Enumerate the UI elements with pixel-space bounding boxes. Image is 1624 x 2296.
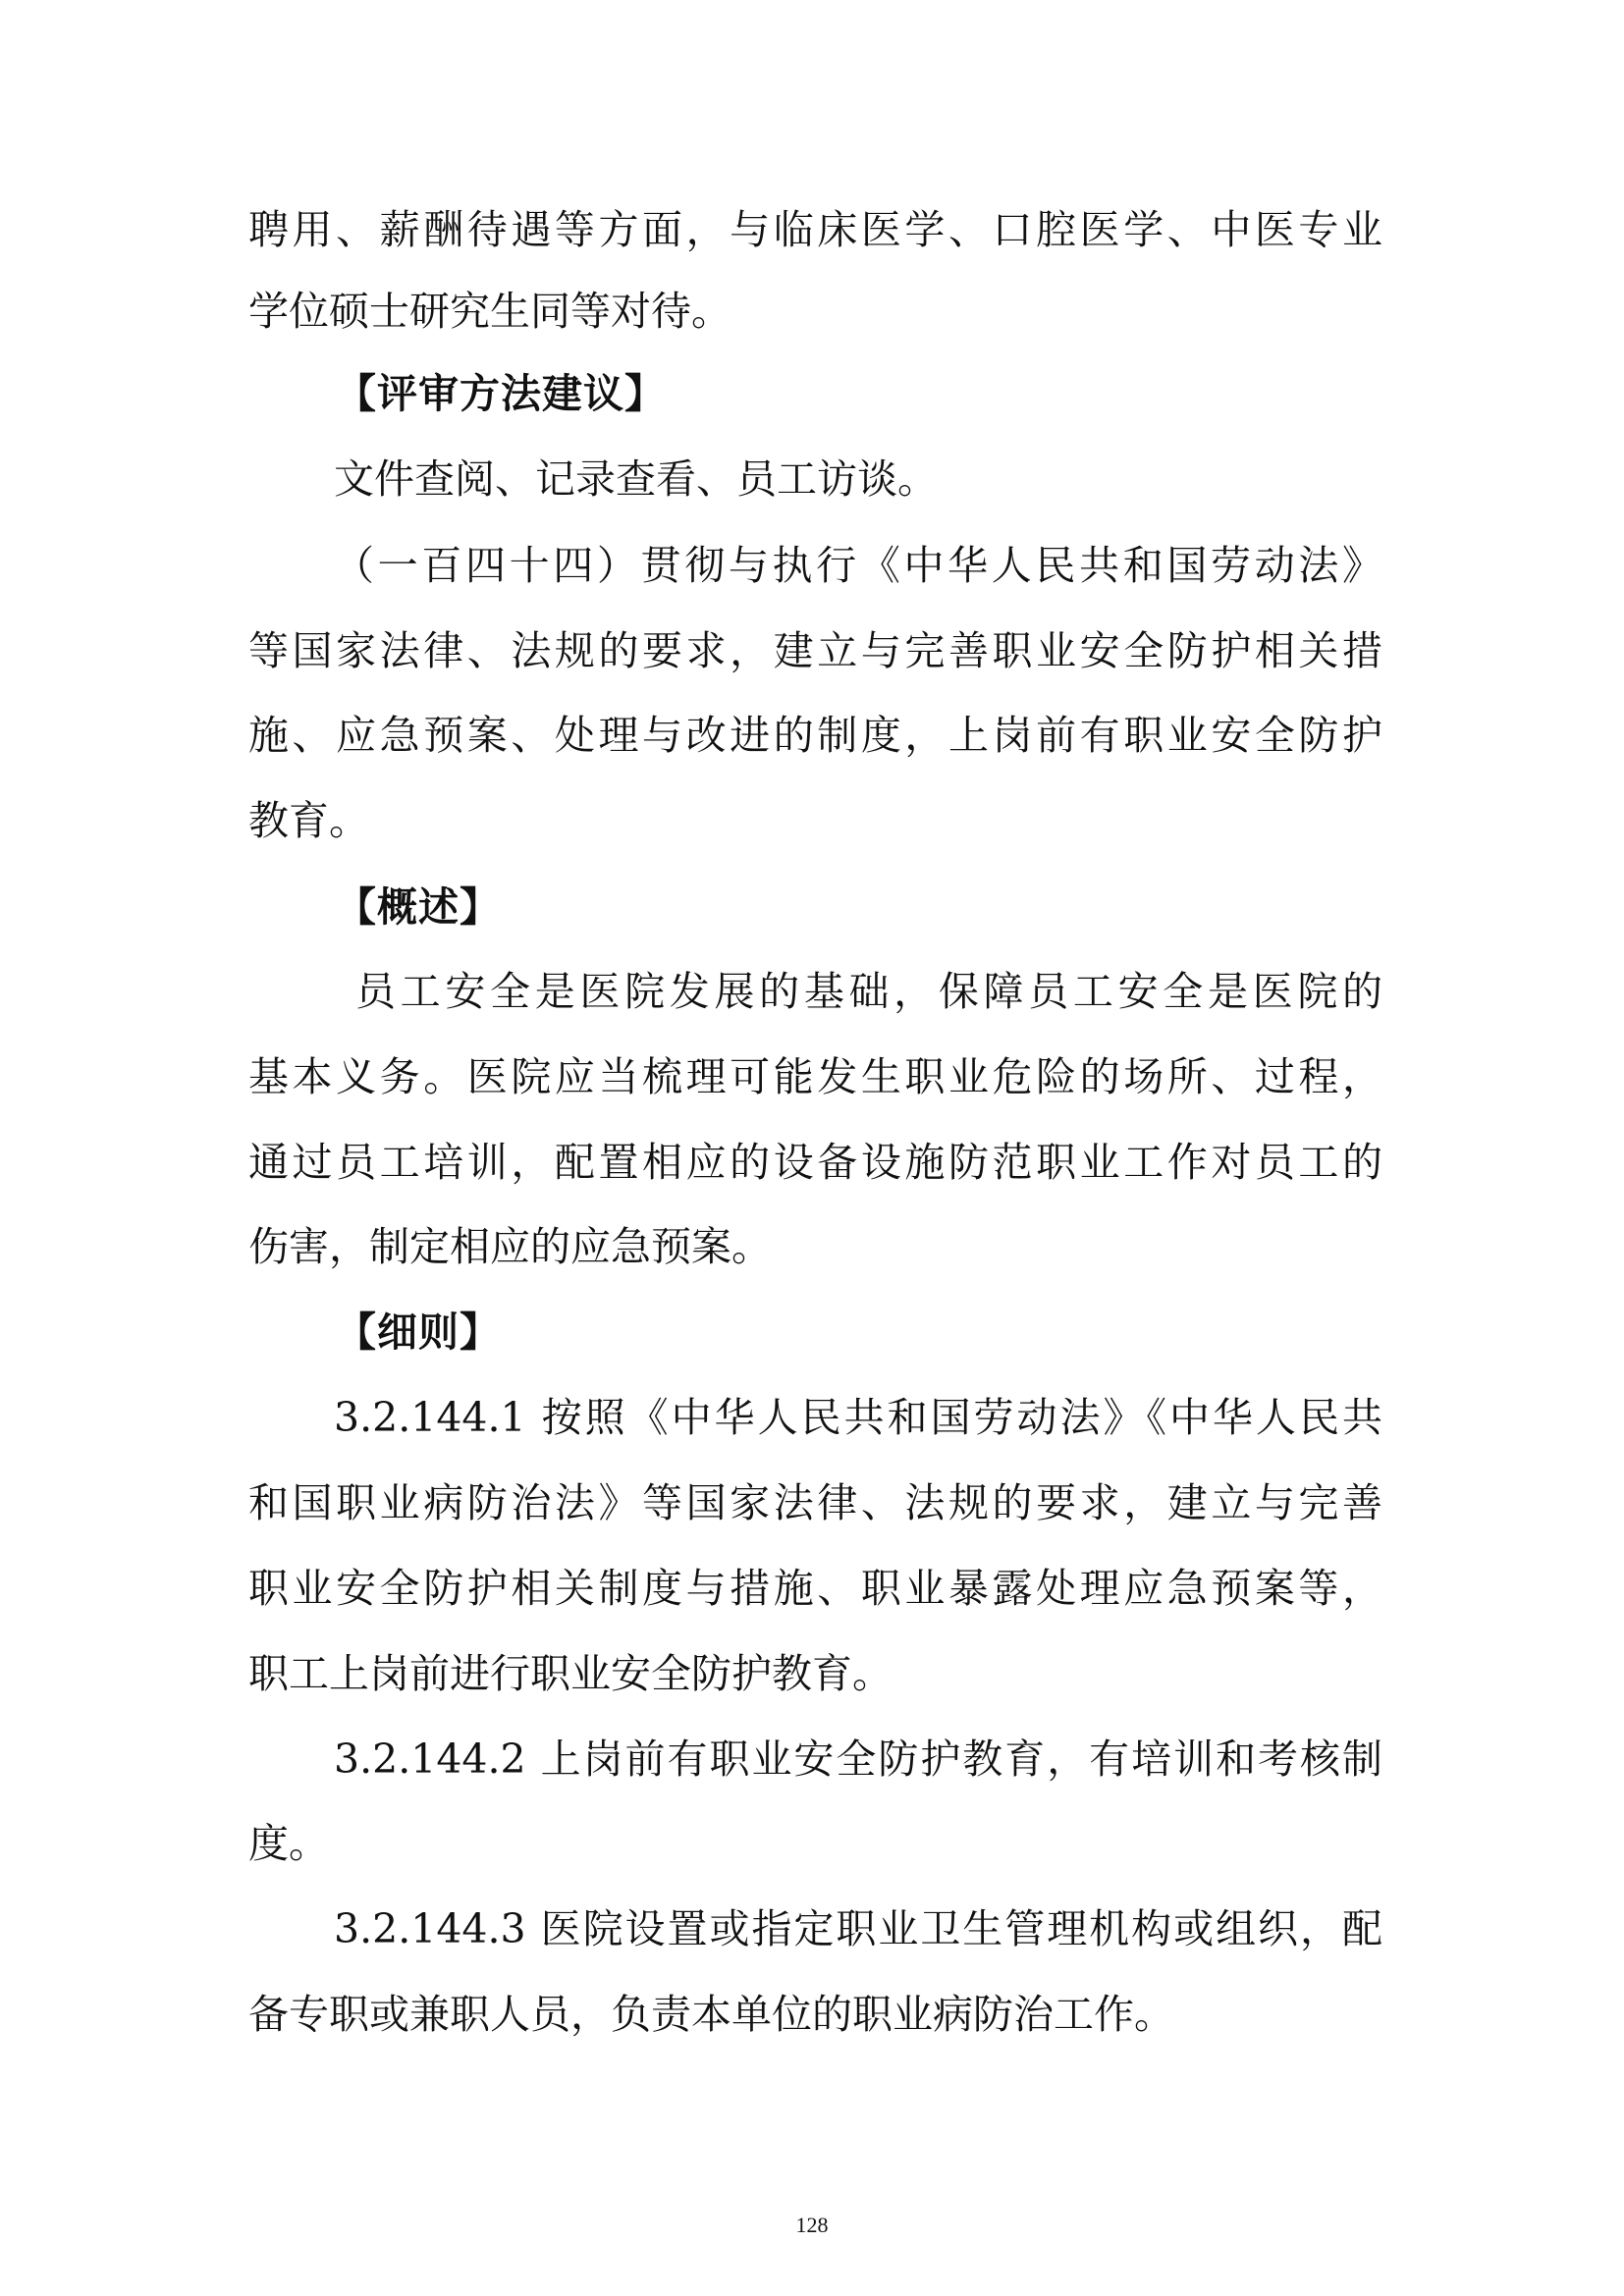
text-line: 3.2.144.3 医院设置或指定职业卫生管理机构或组织，配 <box>334 1905 1382 1952</box>
text-line: 基本义务。医院应当梳理可能发生职业危险的场所、过程， <box>248 1053 1382 1100</box>
text-line: 伤害，制定相应的应急预案。 <box>248 1223 772 1270</box>
section-heading-details: 【细则】 <box>336 1308 501 1356</box>
text-line: 聘用、薪酬待遇等方面，与临床医学、口腔医学、中医专业 <box>248 206 1382 253</box>
text-line: 等国家法律、法规的要求，建立与完善职业安全防护相关措 <box>248 627 1382 674</box>
text-line: 备专职或兼职人员，负责本单位的职业病防治工作。 <box>248 1991 1174 2038</box>
text-line: 施、应急预案、处理与改进的制度，上岗前有职业安全防护 <box>248 712 1382 759</box>
text-line: 学位硕士研究生同等对待。 <box>248 288 731 335</box>
text-line: 文件查阅、记录查看、员工访谈。 <box>334 455 938 503</box>
text-line: 通过员工培训，配置相应的设备设施防范职业工作对员工的 <box>248 1139 1382 1186</box>
text-line: 职业安全防护相关制度与措施、职业暴露处理应急预案等， <box>248 1565 1382 1612</box>
text-line: 和国职业病防治法》等国家法律、法规的要求，建立与完善 <box>248 1479 1382 1526</box>
text-line: 职工上岗前进行职业安全防护教育。 <box>248 1650 893 1697</box>
section-heading-review-method: 【评审方法建议】 <box>336 370 666 417</box>
text-line: 教育。 <box>248 797 369 844</box>
text-line: 度。 <box>248 1820 329 1867</box>
page-number: 128 <box>795 2213 829 2237</box>
text-line: 3.2.144.2 上岗前有职业安全防护教育，有培训和考核制 <box>334 1735 1382 1783</box>
text-line: 3.2.144.1 按照《中华人民共和国劳动法》《中华人民共 <box>334 1394 1382 1441</box>
section-heading-overview: 【概述】 <box>336 883 501 931</box>
text-line: （一百四十四）贯彻与执行《中华人民共和国劳动法》 <box>334 542 1382 589</box>
text-line: 员工安全是医院发展的基础，保障员工安全是医院的 <box>355 968 1382 1015</box>
